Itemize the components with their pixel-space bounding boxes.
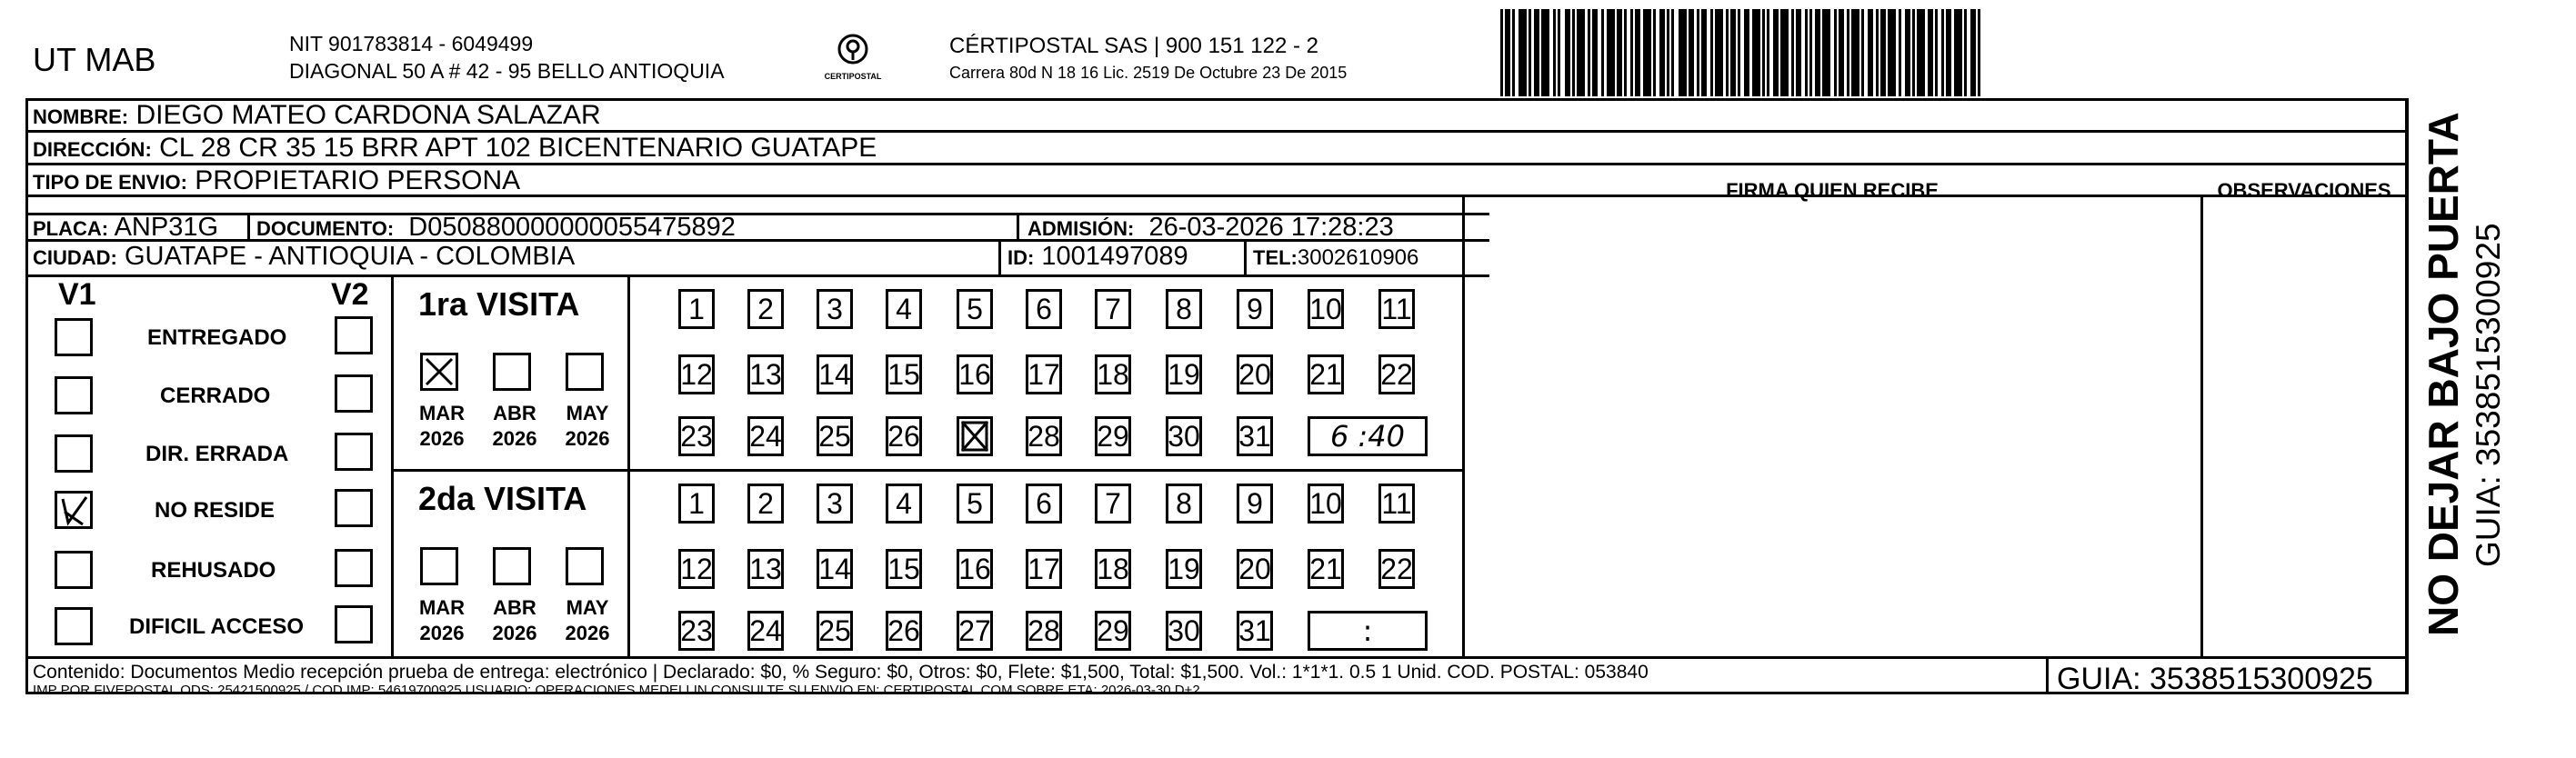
barcode-bar [1876,9,1879,96]
day-cell[interactable]: 29 [1095,611,1131,651]
v2-checkbox[interactable] [335,605,373,643]
month-label: MAR [418,402,466,424]
tel-field: TEL:3002610906 [1253,245,1419,270]
id-field: ID: 1001497089 [1007,242,1188,271]
day-cell[interactable]: 23 [678,611,715,651]
barcode-bar [1635,9,1640,96]
company-name: UT MAB [33,41,156,78]
status-label: ENTREGADO [147,325,287,350]
barcode-bar [1905,9,1910,96]
barcode-bar [1607,9,1615,96]
year-label: 2026 [492,427,537,450]
side-guia: GUIA: 3538515300925 [2470,223,2507,567]
barcode-bar [1588,9,1590,96]
day-cell[interactable]: 10 [1308,289,1344,329]
barcode-bar [1529,9,1531,96]
barcode-bar [1899,9,1901,96]
v1-checkbox[interactable] [55,434,93,473]
day-cell[interactable]: 11 [1378,289,1415,329]
day-cell[interactable]: 9 [1237,289,1273,329]
day-cell[interactable]: 15 [886,549,922,589]
day-cell[interactable]: 13 [747,549,784,589]
v1-checkbox[interactable] [55,551,93,589]
day-cell[interactable]: 17 [1026,354,1062,394]
barcode-bar [1667,9,1669,96]
barcode-bar [1839,9,1844,96]
barcode-bar [1815,9,1820,96]
barcode-bar [1888,9,1896,96]
direccion-value: CL 28 CR 35 15 BRR APT 102 BICENTENARIO GUATAPE [159,133,877,163]
x-mark-icon [959,419,990,454]
time-field[interactable]: : [1308,611,1428,651]
admision-field: ADMISIÓN: 26-03-2026 17:28:23 [1027,213,1394,242]
day-cell[interactable]: 4 [886,484,922,524]
admision-value: 26-03-2026 17:28:23 [1148,213,1394,242]
day-cell[interactable]: 5 [957,289,993,329]
footer-contenido: Contenido: Documentos Medio recepción prueba de entrega: electrónico | Declarado: $0, % Seguro: $0, Otros: $0, Flete: $1,500, Total: $1,500. Vol.: 1*1*1. 0.5 1 Unid. COD. POSTAL: 053840 [33,662,1649,683]
day-cell[interactable]: 19 [1166,549,1202,589]
carrier-name: CÉRTIPOSTAL SAS | 900 151 122 - 2 [949,34,1318,58]
firma-header: FIRMA QUIEN RECIBE [1726,179,1939,202]
barcode-bar [1565,9,1570,96]
month-label: ABR [493,402,536,424]
day-cell[interactable]: 30 [1166,611,1202,651]
day-cell[interactable]: 18 [1095,354,1131,394]
barcode-bar [1762,9,1765,96]
day-cell[interactable]: 16 [957,549,993,589]
v2-header: V2 [331,277,369,312]
status-label: NO RESIDE [155,498,276,523]
v2-checkbox[interactable] [335,433,373,471]
month-label: MAR [418,596,466,619]
day-cell[interactable]: 21 [1308,549,1344,589]
nombre-value: DIEGO MATEO CARDONA SALAZAR [135,100,601,130]
barcode-bar [1954,9,1962,96]
carrier-address: Carrera 80d N 18 16 Lic. 2519 De Octubre 23 De 2015 [949,64,1348,82]
barcode-bar [1512,9,1515,96]
day-cell[interactable]: 23 [678,416,715,456]
year-label: 2026 [565,622,610,644]
day-cell[interactable]: 13 [747,354,784,394]
month-checkbox[interactable] [493,547,531,585]
barcode-bar [1912,9,1915,96]
id-value: 1001497089 [1041,242,1188,271]
barcode-bar [1697,9,1699,96]
barcode-bar [1572,9,1575,96]
barcode-bar [1653,9,1656,96]
day-cell[interactable]: 29 [1095,416,1131,456]
barcode-bar [1730,9,1736,96]
sender-address: DIAGONAL 50 A # 42 - 95 BELLO ANTIOQUIA [289,59,725,83]
barcode-bar [1659,9,1665,96]
day-cell[interactable]: 14 [817,354,853,394]
v2-checkbox[interactable] [335,374,373,413]
day-cell[interactable]: 3 [817,484,853,524]
logo-text: CERTIPOSTAL [824,72,882,81]
barcode-bar [1880,9,1886,96]
barcode-bar [1917,9,1925,96]
v1-header: V1 [58,277,96,312]
barcode-bar [1744,9,1749,96]
barcode-bar [1796,9,1801,96]
tipo-envio-value: PROPIETARIO PERSONA [195,165,521,195]
barcode-bar [1534,9,1539,96]
day-cell[interactable]: 21 [1308,354,1344,394]
certipostal-logo [817,31,889,81]
day-cell[interactable]: 1 [678,289,715,329]
time-field[interactable]: 6 :40 [1308,416,1428,456]
barcode-bar [1847,9,1849,96]
month-checkbox[interactable] [420,353,458,391]
day-cell[interactable]: 6 [1026,484,1062,524]
barcode-bar [1715,9,1723,96]
barcode-bar [1671,9,1674,96]
day-cell[interactable]: 28 [1026,416,1062,456]
day-cell[interactable]: 12 [678,354,715,394]
barcode-bar [1617,9,1622,96]
barcode-bar [1773,9,1779,96]
day-cell[interactable]: 8 [1166,484,1202,524]
nombre-row: NOMBRE: DIEGO MATEO CARDONA SALAZAR [33,100,601,130]
day-cell[interactable]: 5 [957,484,993,524]
month-label: ABR [493,596,536,619]
barcode-bar [1726,9,1729,96]
footer-guia: GUIA: 3538515300925 [2057,662,2373,696]
tel-value: 3002610906 [1297,245,1419,270]
barcode-bar [1710,9,1713,96]
logo-icon [835,31,871,67]
barcode-bar [1822,9,1830,96]
day-cell[interactable]: 2 [747,484,784,524]
month-label: MAY [566,596,609,619]
day-cell[interactable] [957,416,993,456]
barcode-bar [1935,9,1938,96]
day-cell[interactable]: 18 [1095,549,1131,589]
day-cell[interactable]: 25 [817,611,853,651]
year-label: 2026 [419,622,465,644]
barcode-bar [1643,9,1651,96]
barcode-bar [1752,9,1760,96]
day-cell[interactable]: 1 [678,484,715,524]
year-label: 2026 [565,427,610,450]
barcode-bar [1805,9,1808,96]
footer-imp: IMP POR FIVEPOSTAL ODS: 25421500925 / COD.IMP: 54619700925 USUARIO: OPERACIONES MEDELLIN CONSULTE SU ENVIO EN: CERTIPOSTAL.COM SOBRE ETA: 2026-03-30 D+2 [33,683,1200,698]
v1-checkbox[interactable] [55,318,93,356]
barcode-bar [1964,9,1967,96]
barcode-bar [1624,9,1627,96]
barcode-bar [1928,9,1933,96]
v1-checkbox[interactable] [55,376,93,414]
observaciones-header: OBSERVACIONES [2217,179,2391,202]
day-cell[interactable]: 2 [747,289,784,329]
ciudad-field: CIUDAD: GUATAPE - ANTIOQUIA - COLOMBIA [33,242,576,271]
visit-title: 2da VISITA [418,480,587,517]
barcode-bar [1679,9,1687,96]
year-label: 2026 [419,427,465,450]
month-checkbox[interactable] [493,353,531,391]
tipo-envio-row: TIPO DE ENVIO: PROPIETARIO PERSONA [33,165,521,195]
day-cell[interactable]: 22 [1378,354,1415,394]
barcode-bar [1791,9,1794,96]
day-cell[interactable]: 24 [747,611,784,651]
status-label: DIFICIL ACCESO [129,614,305,639]
barcode-bar [1553,9,1556,96]
nit-text: NIT 901783814 - 6049499 [289,32,534,55]
barcode [1500,0,2228,100]
status-label: CERRADO [160,384,271,408]
barcode-bar [1767,9,1769,96]
day-cell[interactable]: 20 [1237,354,1273,394]
barcode-bar [1834,9,1837,96]
day-cell[interactable]: 19 [1166,354,1202,394]
barcode-bar [1861,9,1864,96]
day-cell[interactable]: 24 [747,416,784,456]
day-cell[interactable]: 20 [1237,549,1273,589]
barcode-bar [1701,9,1707,96]
month-checkbox[interactable] [420,547,458,585]
day-cell[interactable]: 17 [1026,549,1062,589]
barcode-bar [1868,9,1873,96]
day-cell[interactable]: 26 [886,416,922,456]
barcode-bar [1689,9,1694,96]
barcode-bar [1601,9,1604,96]
day-cell[interactable]: 15 [886,354,922,394]
status-label: DIR. ERRADA [145,442,289,466]
day-cell[interactable]: 10 [1308,484,1344,524]
barcode-bar [1505,9,1510,96]
day-cell[interactable]: 16 [957,354,993,394]
v2-checkbox[interactable] [335,549,373,587]
barcode-bar [1500,9,1503,96]
v2-checkbox[interactable] [335,316,373,354]
day-cell[interactable]: 31 [1237,416,1273,456]
barcode-bar [1978,9,1980,96]
day-cell[interactable]: 6 [1026,289,1062,329]
check-mark-icon [57,494,90,526]
x-mark-icon [423,355,456,388]
ciudad-value: GUATAPE - ANTIOQUIA - COLOMBIA [124,242,576,271]
barcode-bar [1577,9,1585,96]
day-cell[interactable]: 3 [817,289,853,329]
day-cell[interactable]: 11 [1378,484,1415,524]
barcode-bar [1780,9,1789,96]
day-cell[interactable]: 14 [817,549,853,589]
month-label: MAY [566,402,609,424]
month-checkbox[interactable] [566,547,604,585]
day-cell[interactable]: 9 [1237,484,1273,524]
day-cell[interactable]: 27 [957,611,993,651]
visit-title: 1ra VISITA [418,285,580,323]
status-label: REHUSADO [151,558,276,583]
barcode-bar [1558,9,1560,96]
barcode-bar [1519,9,1527,96]
barcode-bar [1592,9,1598,96]
day-cell[interactable]: 12 [678,549,715,589]
barcode-bar [1541,9,1549,96]
barcode-bar [1809,9,1812,96]
v2-checkbox[interactable] [335,489,373,527]
v1-checkbox[interactable] [55,607,93,645]
no-dejar-bajo-puerta: NO DEJAR BAJO PUERTA [2420,112,2467,636]
day-cell[interactable]: 30 [1166,416,1202,456]
direccion-row: DIRECCIÓN: CL 28 CR 35 15 BRR APT 102 BICENTENARIO GUATAPE [33,133,877,163]
placa-value: ANP31G [114,213,219,242]
day-cell[interactable]: 4 [886,289,922,329]
barcode-bar [1970,9,1976,96]
barcode-bar [1946,9,1951,96]
barcode-bar [1941,9,1944,96]
barcode-bar [1630,9,1633,96]
barcode-bar [1851,9,1859,96]
month-checkbox[interactable] [566,353,604,391]
documento-value: D050880000000055475892 [408,213,736,242]
day-cell[interactable]: 7 [1095,289,1131,329]
day-cell[interactable]: 31 [1237,611,1273,651]
v1-checkbox[interactable] [55,491,93,529]
day-cell[interactable]: 7 [1095,484,1131,524]
year-label: 2026 [492,622,537,644]
documento-field: DOCUMENTO: D050880000000055475892 [256,213,736,242]
day-cell[interactable]: 28 [1026,611,1062,651]
barcode-bar [1738,9,1740,96]
placa-field: PLACA: ANP31G [33,213,219,242]
day-cell[interactable]: 22 [1378,549,1415,589]
day-cell[interactable]: 25 [817,416,853,456]
day-cell[interactable]: 8 [1166,289,1202,329]
day-cell[interactable]: 26 [886,611,922,651]
